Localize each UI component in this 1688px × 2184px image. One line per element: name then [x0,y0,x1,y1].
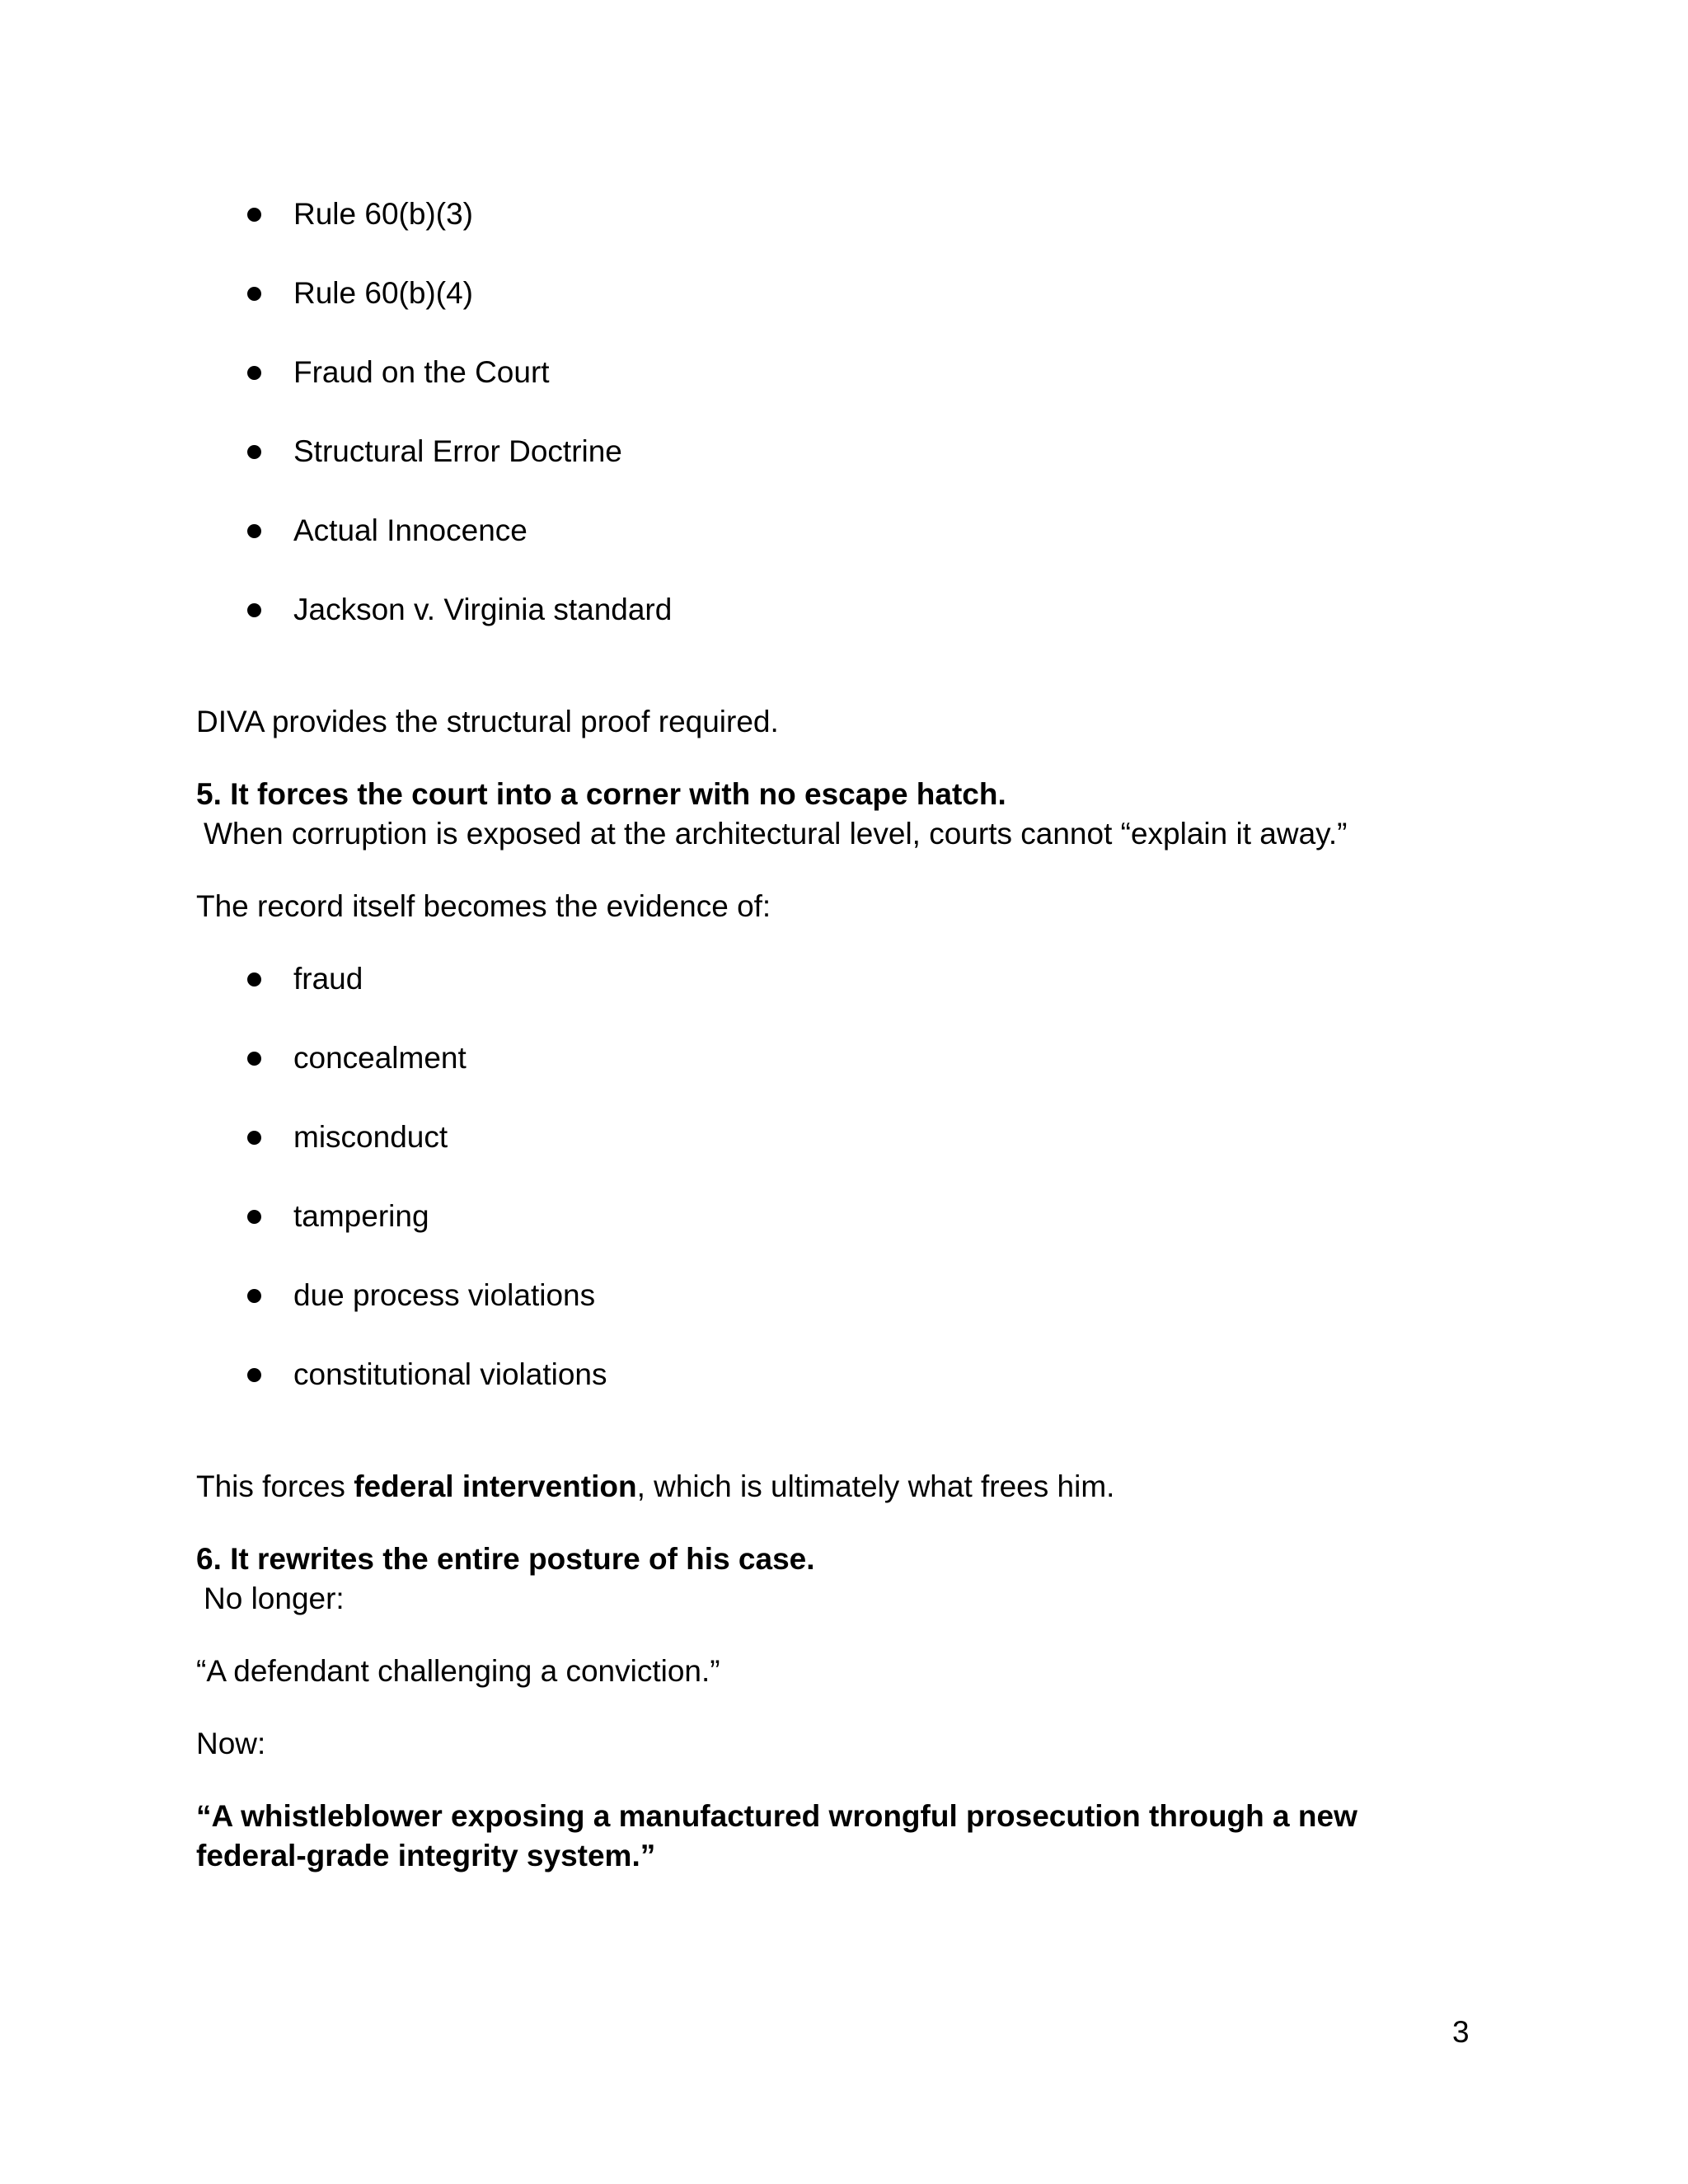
list-item-text: Jackson v. Virginia standard [293,593,673,626]
list-item-text: Actual Innocence [293,513,528,547]
forces-text-bold: federal intervention [354,1469,637,1503]
quote-whistleblower-line1: “A whistleblower exposing a manufactured wrongful prosecution through a new [196,1799,1357,1833]
quote-whistleblower-line2: federal-grade integrity system.” [196,1839,656,1872]
section-heading-5: 5. It forces the court into a corner with no escape hatch. [196,777,1006,811]
bullet-icon [247,972,261,987]
list-item-text: Rule 60(b)(3) [293,197,473,231]
forces-text-end: , which is ultimately what frees him. [636,1469,1115,1503]
bullet-icon [247,1368,261,1382]
bullet-icon [247,366,261,380]
bullet-icon [247,1210,261,1224]
paragraph-now: Now: [196,1727,266,1760]
bullet-icon [247,1131,261,1145]
bullet-icon [247,1289,261,1303]
bullet-icon [247,1052,261,1066]
bullet-icon [247,287,261,301]
section-heading-6: 6. It rewrites the entire posture of his case. [196,1542,815,1576]
bullet-icon [247,603,261,617]
paragraph-diva: DIVA provides the structural proof required. [196,705,779,738]
paragraph-forces [196,1467,1114,1507]
section-5-text: When corruption is exposed at the architectural level, courts cannot “explain it away.” [204,817,1348,851]
bullet-icon [247,445,261,459]
list-item-text: Fraud on the Court [293,355,550,389]
list-item-text: Rule 60(b)(4) [293,276,473,310]
list-item-text: due process violations [293,1278,596,1312]
list-item-text: misconduct [293,1120,448,1154]
section-6-text: No longer: [204,1582,345,1615]
list-item-text: Structural Error Doctrine [293,434,622,468]
list-item-text: constitutional violations [293,1357,607,1391]
list-item-text: tampering [293,1199,429,1233]
paragraph-record: The record itself becomes the evidence of: [196,889,771,923]
quote-defendant: “A defendant challenging a conviction.” [196,1654,720,1688]
bullet-icon [247,208,261,222]
bullet-icon [247,524,261,538]
list-item-text: concealment [293,1041,467,1075]
forces-text-start: This forces [196,1469,354,1503]
list-item-text: fraud [293,962,363,996]
page-number: 3 [1452,2015,1470,2049]
